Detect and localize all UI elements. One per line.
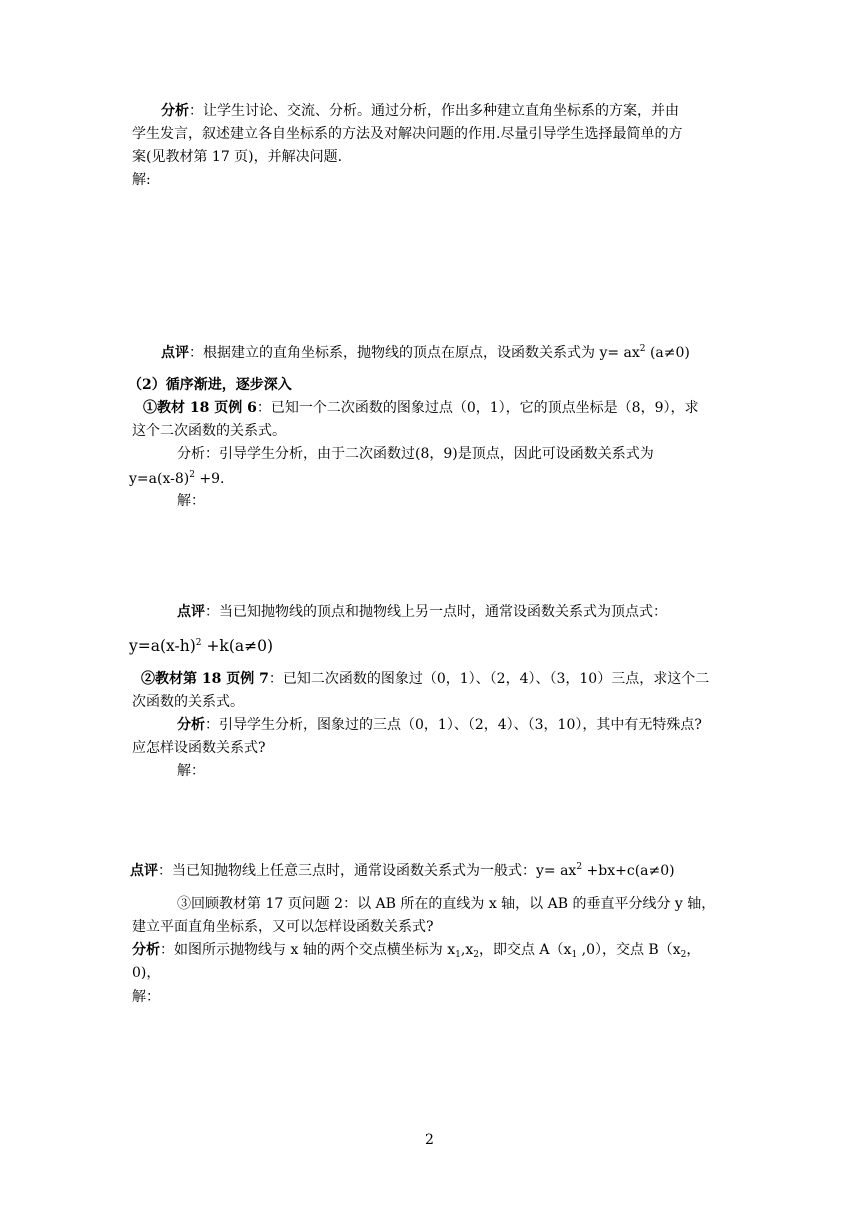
example-6-line-1 bbox=[143, 398, 699, 418]
example-6-line-2: 这个二次函数的关系式。 bbox=[132, 423, 286, 439]
analysis-6-line-1 bbox=[177, 444, 654, 464]
superscript: 2 bbox=[189, 470, 195, 480]
formula: y=a(x-h) bbox=[129, 637, 196, 655]
analysis-6-line-2 bbox=[129, 469, 224, 489]
analysis-1-line-3: 案(见教材第 17 页)，并解决问题. bbox=[132, 149, 343, 165]
comment-text: ：当已知抛物线的顶点和抛物线上另一点时，通常设函数关系式为顶点式： bbox=[205, 604, 667, 620]
analysis-text: ：引导学生分析，由于二次函数过(8，9)是顶点，因此可设函数关系式为 bbox=[205, 446, 654, 462]
solve-label: 解: bbox=[132, 172, 151, 188]
formula-tail: +9. bbox=[194, 471, 225, 487]
section-2-title: （2）循序渐进，逐步深入 bbox=[128, 377, 292, 393]
solve-label: 解： bbox=[177, 763, 205, 779]
solve-label: 解： bbox=[177, 493, 205, 509]
comment-7 bbox=[130, 861, 675, 881]
formula: y=a(x-8) bbox=[129, 471, 190, 487]
example-label: ①教材 18 页例 6 bbox=[143, 400, 257, 416]
example-text: ：已知一个二次函数的图象过点（0，1），它的顶点坐标是（8，9），求 bbox=[256, 400, 699, 416]
comment-text: ：根据建立的直角坐标系，抛物线的顶点在原点，设函数关系式为 y= ax bbox=[189, 345, 640, 361]
comment-6-formula bbox=[129, 636, 273, 656]
review-line-1: ③回顾教材第 17 页问题 2：以 AB 所在的直线为 x 轴，以 AB 的垂直平分线分 y 轴， bbox=[177, 896, 716, 912]
example-7-line-1 bbox=[141, 669, 709, 689]
analysis-7-line-2: 应怎样设函数关系式? bbox=[132, 740, 266, 756]
superscript: 2 bbox=[195, 638, 202, 648]
example-label: ②教材第 18 页例 7 bbox=[141, 671, 269, 687]
example-7-line-2: 次函数的关系式。 bbox=[132, 694, 244, 710]
subscript: 2 bbox=[473, 950, 479, 960]
analysis-7-line-1 bbox=[177, 715, 702, 735]
comment-tail: (a≠0) bbox=[645, 345, 690, 361]
analysis-text: ,x bbox=[460, 942, 474, 958]
comment-label: 点评 bbox=[130, 863, 158, 879]
analysis-label: 分析 bbox=[177, 446, 205, 462]
analysis-text: ,0），交点 B（x bbox=[577, 942, 681, 958]
analysis-text: ，即交点 A（x bbox=[478, 942, 572, 958]
analysis-text: ：如图所示抛物线与 x 轴的两个交点横坐标为 x bbox=[160, 942, 456, 958]
analysis-review-line-2: 0)， bbox=[132, 965, 161, 981]
comment-label: 点评 bbox=[177, 604, 205, 620]
analysis-text: ， bbox=[686, 942, 701, 958]
comment-tail: +bx+c(a≠0) bbox=[582, 863, 675, 879]
superscript: 2 bbox=[576, 862, 583, 872]
formula-tail: +k(a≠0) bbox=[201, 637, 274, 655]
analysis-text: ：引导学生分析，图象过的三点（0，1）、（2，4）、（3，10），其中有无特殊点? bbox=[205, 717, 702, 733]
analysis-label: 分析 bbox=[132, 942, 160, 958]
example-text: ：已知二次函数的图象过（0，1）、（2，4）、（3，10）三点，求这个二 bbox=[268, 671, 710, 687]
analysis-label: 分析 bbox=[177, 717, 205, 733]
comment-6-line-1 bbox=[177, 602, 667, 622]
comment-text: ：当已知抛物线上任意三点时，通常设函数关系式为一般式：y= ax bbox=[158, 863, 577, 879]
solve-label: 解： bbox=[132, 989, 160, 1005]
analysis-label: 分析 bbox=[161, 103, 189, 119]
page-number: 2 bbox=[425, 1132, 434, 1148]
superscript: 2 bbox=[639, 344, 646, 354]
comment-label: 点评 bbox=[161, 345, 189, 361]
analysis-text: ：让学生讨论、交流、分析。通过分析，作出多种建立直角坐标系的方案，并由 bbox=[189, 103, 679, 119]
analysis-1-line-2: 学生发言，叙述建立各自坐标系的方法及对解决问题的作用.尽量引导学生选择最简单的方 bbox=[132, 126, 683, 142]
comment-1 bbox=[161, 343, 690, 363]
subscript: 1 bbox=[571, 950, 578, 960]
analysis-1-line-1 bbox=[161, 101, 679, 121]
review-line-2: 建立平面直角坐标系，又可以怎样设函数关系式? bbox=[132, 919, 434, 935]
subscript: 1 bbox=[455, 950, 461, 960]
subscript: 2 bbox=[680, 950, 687, 960]
analysis-review-line-1 bbox=[132, 940, 700, 960]
